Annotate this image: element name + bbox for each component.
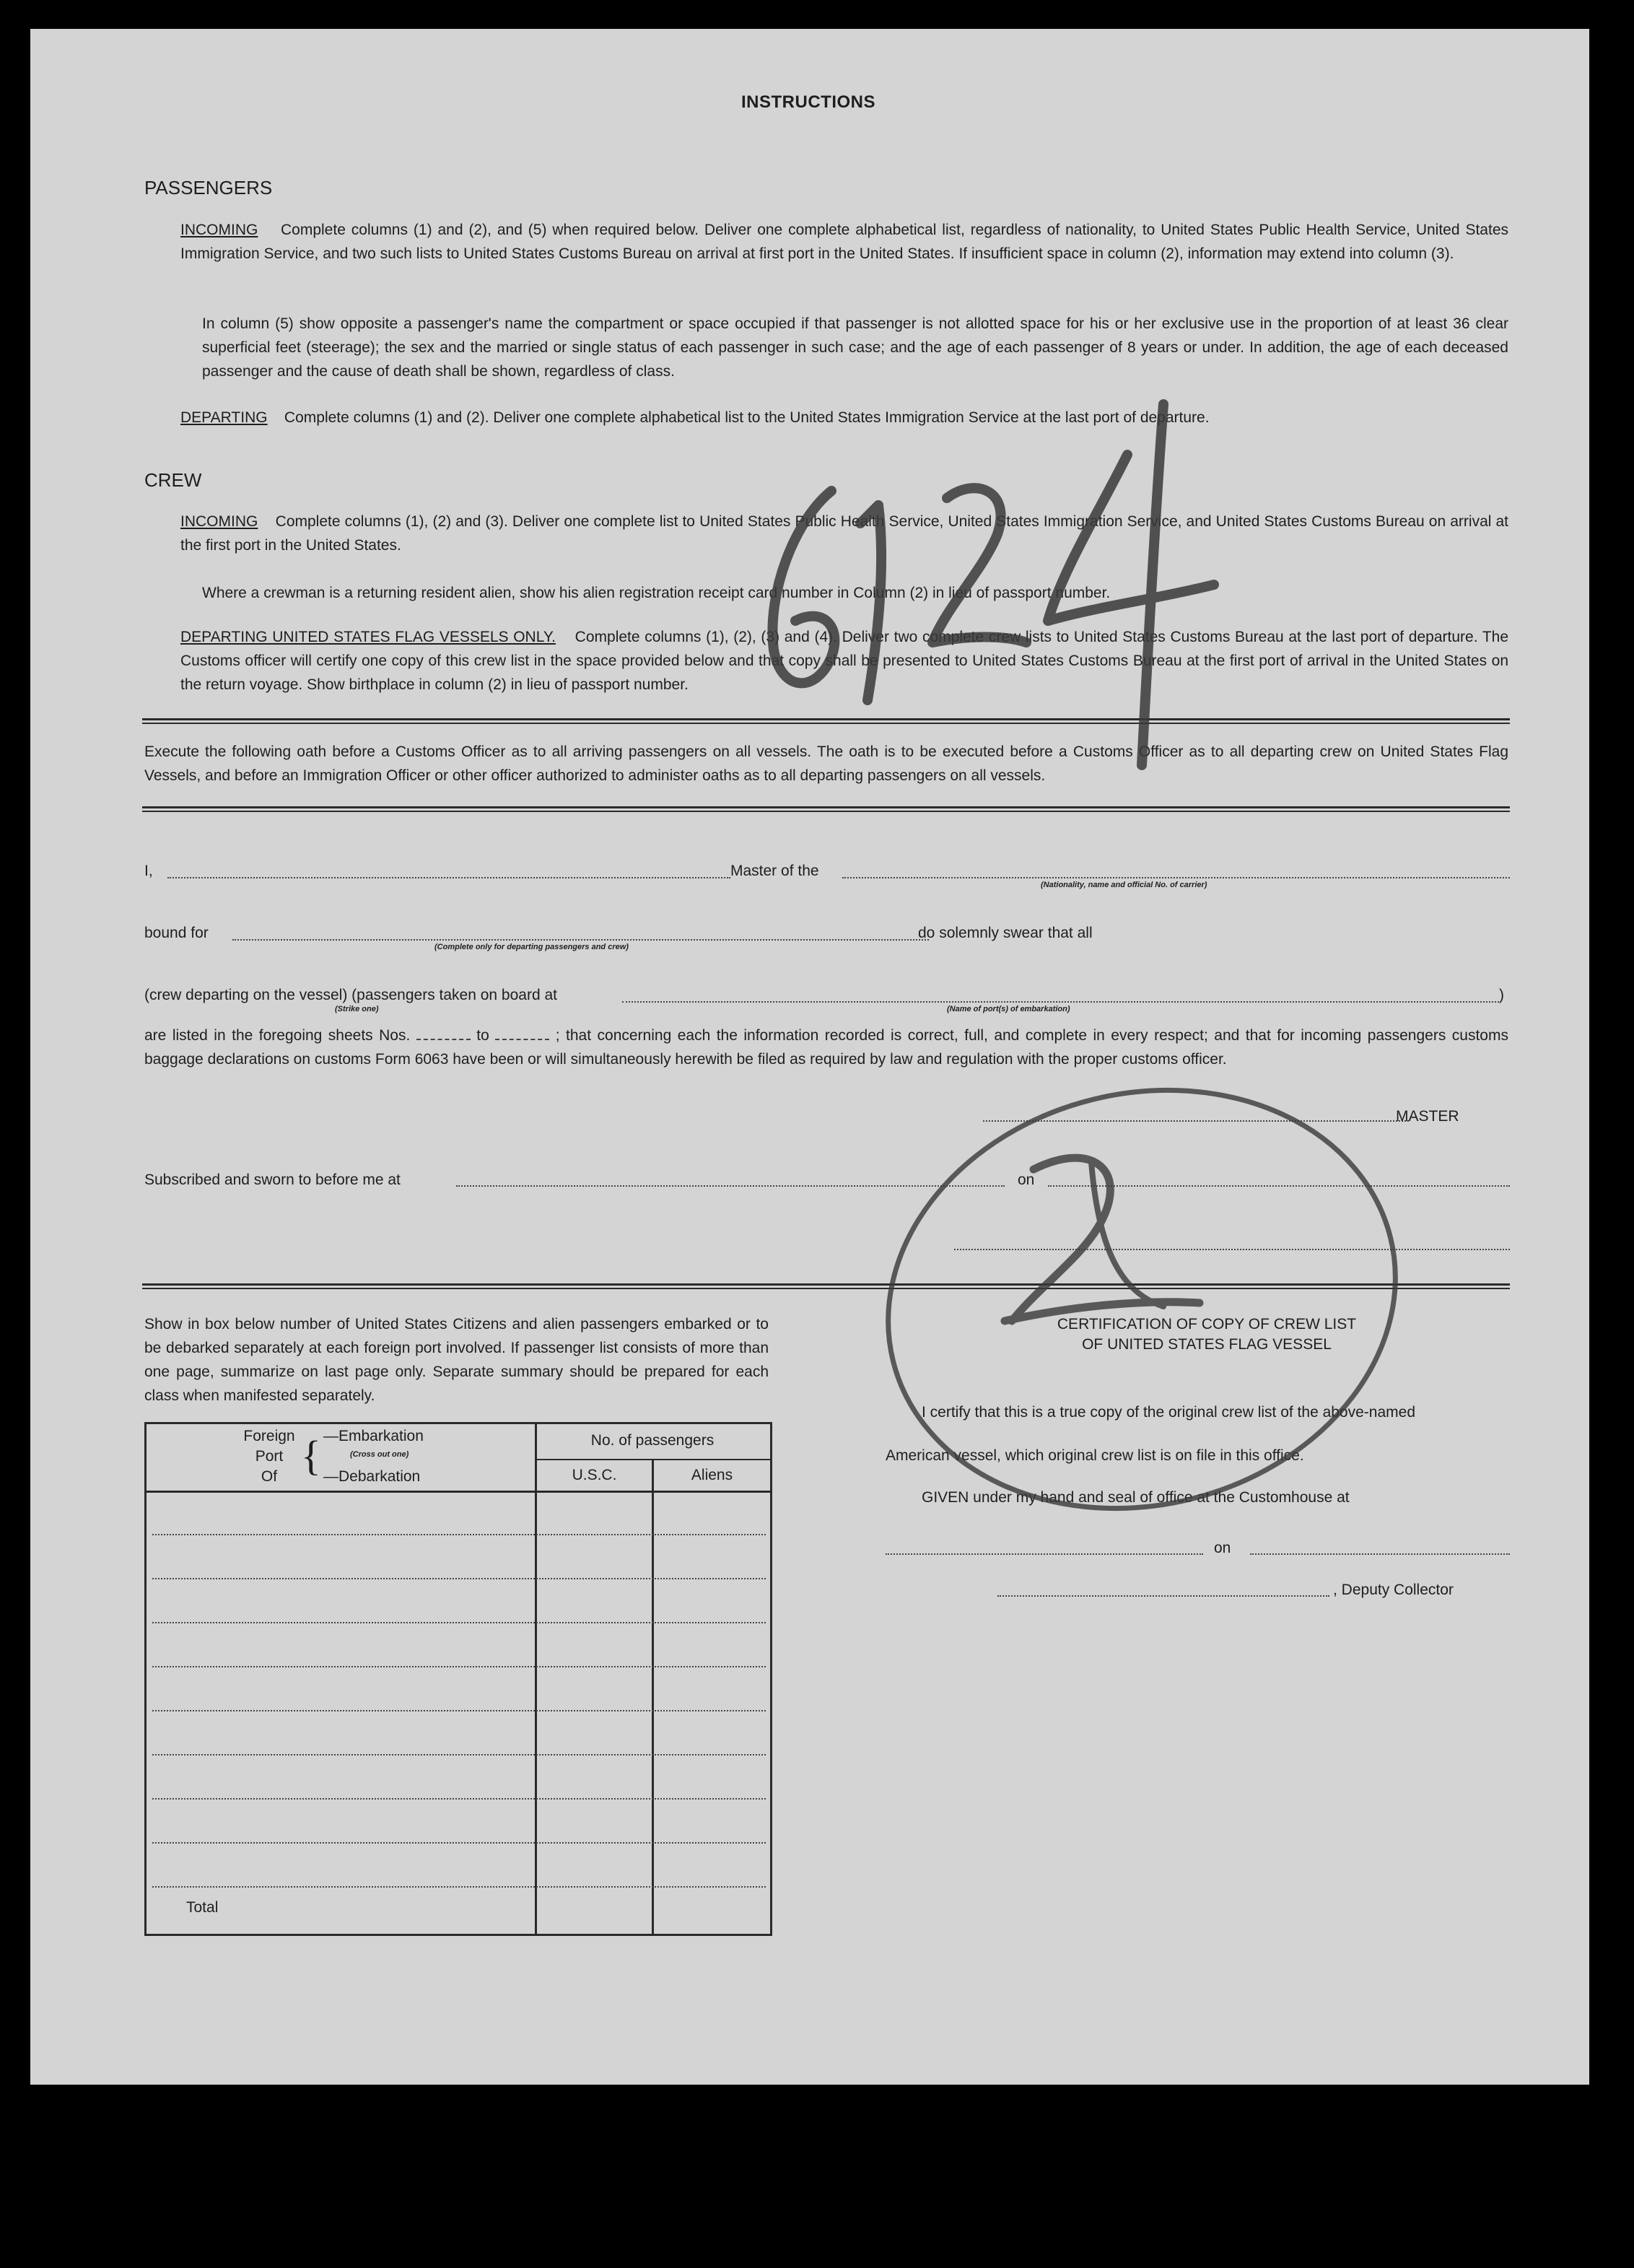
table-row[interactable]: [152, 1578, 766, 1579]
header-port: Port: [255, 1448, 284, 1465]
aliens-header: Aliens: [691, 1467, 733, 1483]
table-row[interactable]: [152, 1842, 766, 1844]
close-paren: ): [1499, 987, 1504, 1003]
certification-title-1: CERTIFICATION OF COPY OF CREW LIST: [1057, 1316, 1357, 1333]
sheet-from-field[interactable]: [416, 1039, 471, 1040]
table-row[interactable]: [152, 1666, 766, 1667]
column-divider: [535, 1424, 537, 1934]
oath-i-label: I,: [144, 863, 153, 879]
certification-title-2: OF UNITED STATES FLAG VESSEL: [1082, 1336, 1332, 1353]
usc-header: U.S.C.: [572, 1467, 617, 1483]
master-label: MASTER: [1396, 1108, 1459, 1125]
column-divider: [652, 1460, 654, 1934]
summary-table: [144, 1422, 772, 1936]
oath-instruction: Execute the following oath before a Customs Officer as to all arriving passengers on all vessels. The oath is to be executed before a Customs Officer as to all departing crew on United States Flag Vessels, and before an Immigration Officer or other officer authorized to administer oaths as to all departing passengers on all vessels.: [144, 743, 1508, 784]
certification-on-label: on: [1214, 1540, 1231, 1556]
table-row[interactable]: [152, 1622, 766, 1623]
table-row[interactable]: [152, 1754, 766, 1755]
passengers-heading: PASSENGERS: [144, 177, 273, 199]
handwritten-circled-2: [860, 1076, 1416, 1523]
brace-icon: {: [301, 1432, 321, 1479]
table-row[interactable]: [152, 1798, 766, 1800]
sworn-on-label: on: [1018, 1172, 1035, 1188]
handwritten-number-6124: [723, 390, 1344, 881]
table-row[interactable]: [152, 1534, 766, 1535]
table-row[interactable]: [152, 1886, 766, 1888]
embarkation-label: —Embarkation: [323, 1428, 424, 1444]
listed-text: are listed in the foregoing sheets Nos.: [144, 1027, 411, 1044]
to-label: to: [476, 1027, 489, 1044]
document-page: [30, 29, 1589, 2085]
embarkation-port-field[interactable]: [622, 1001, 1499, 1003]
master-name-field[interactable]: [167, 877, 730, 878]
bound-for-label: bound for: [144, 925, 209, 941]
crew-incoming-text: Complete columns (1), (2) and (3). Deliver one complete list to United States Public Health Service, United States Immigration Service, and United States Customs Bureau on arrival at the first port in the United States.: [180, 513, 1509, 554]
subscribed-label: Subscribed and sworn to before me at: [144, 1172, 401, 1188]
passengers-incoming-paragraph: [180, 218, 1508, 266]
crew-departing-text: Complete columns (1), (2), (3) and (4). Deliver two complete crew lists to United States Customs Bureau at the last port of departure. The Customs officer will certify one copy of this crew list in the space provided below and that copy shall be presented to United States Customs Bureau at the first port of arrival in the United States on the return voyage. Show birthplace in column (2) in lieu of passport number.: [180, 629, 1509, 693]
certification-text-2: American vessel, which original crew list is on file in this office.: [886, 1447, 1304, 1464]
summary-instructions: Show in box below number of United States Citizens and alien passengers embarked or to be debarked separately at each foreign port involved. If passenger list consists of more than one page, summarize on last page only. Separate summary should be prepared for each class when manifested separately.: [144, 1316, 769, 1404]
customhouse-field[interactable]: [886, 1553, 1203, 1555]
embarkation-note: (Name of port(s) of embarkation): [947, 1005, 1070, 1013]
certification-date-field[interactable]: [1250, 1553, 1510, 1555]
crew-passengers-label: (crew departing on the vessel) (passengers taken on board at: [144, 987, 557, 1003]
total-label: Total: [186, 1899, 219, 1916]
no-of-passengers-header: No. of passengers: [590, 1432, 715, 1449]
header-bottom-rule: [147, 1491, 770, 1493]
passengers-departing-label: DEPARTING: [180, 409, 268, 426]
deputy-collector-label: , Deputy Collector: [1333, 1582, 1454, 1598]
header-rule: [535, 1459, 770, 1460]
crew-incoming-label: INCOMING: [180, 513, 258, 530]
passengers-departing-text: Complete columns (1) and (2). Deliver one complete alphabetical list to the United States Immigration Service at the last port of departure.: [284, 409, 1210, 426]
cross-out-note: (Cross out one): [350, 1450, 409, 1459]
carrier-note: (Nationality, name and official No. of carrier): [1041, 881, 1207, 889]
strike-one-note: (Strike one): [335, 1005, 379, 1013]
certification-text-1: I certify that this is a true copy of the original crew list of the above-named: [922, 1404, 1415, 1421]
crew-departing-label: DEPARTING UNITED STATES FLAG VESSELS ONLY.: [180, 629, 556, 645]
crew-heading: CREW: [144, 469, 202, 491]
passengers-incoming-label: INCOMING: [180, 222, 258, 238]
given-text: GIVEN under my hand and seal of office at the Customhouse at: [922, 1489, 1350, 1506]
crew-resident-paragraph: Where a crewman is a returning resident alien, show his alien registration receipt card number in Column (2) in lieu of passport number.: [202, 585, 1111, 601]
header-foreign: Foreign: [243, 1428, 295, 1444]
certify-text: ; that concerning each the information recorded is correct, full, and complete in every respect; and that for incoming passengers customs baggage declarations on customs Form 6063 have been or will simultaneously herewith be filed as required by law and regulation with the proper customs officer.: [144, 1027, 1508, 1068]
departing-note: (Complete only for departing passengers and crew): [434, 943, 629, 951]
swear-label: do solemnly swear that all: [918, 925, 1093, 941]
column5-paragraph: In column (5) show opposite a passenger's name the compartment or space occupied if that passenger is not allotted space for his or her exclusive use in the proportion of at least 36 clear superficial feet (steerage); the sex and the married or single status of each passenger in such case; and the age of each passenger of 8 years or under. In addition, the age of each deceased passenger and the cause of death shall be shown, regardless of class.: [202, 315, 1508, 380]
instructions-title: INSTRUCTIONS: [741, 92, 875, 112]
sheet-to-field[interactable]: [495, 1039, 549, 1040]
table-row[interactable]: [152, 1710, 766, 1711]
bound-for-field[interactable]: [232, 939, 929, 941]
master-of-the-label: Master of the: [730, 863, 819, 879]
certify-paragraph: [144, 1024, 1508, 1071]
deputy-signature-field[interactable]: [997, 1595, 1329, 1597]
passengers-incoming-text: Complete columns (1) and (2), and (5) when required below. Deliver one complete alphabetical list, regardless of nationality, to United States Public Health Service, United States Immigration Service, and two such lists to United States Customs Bureau on arrival at first port in the United States. If insufficient space in column (2), information may extend into column (3).: [180, 222, 1508, 262]
header-of: Of: [261, 1468, 278, 1485]
debarkation-label: —Debarkation: [323, 1468, 421, 1485]
